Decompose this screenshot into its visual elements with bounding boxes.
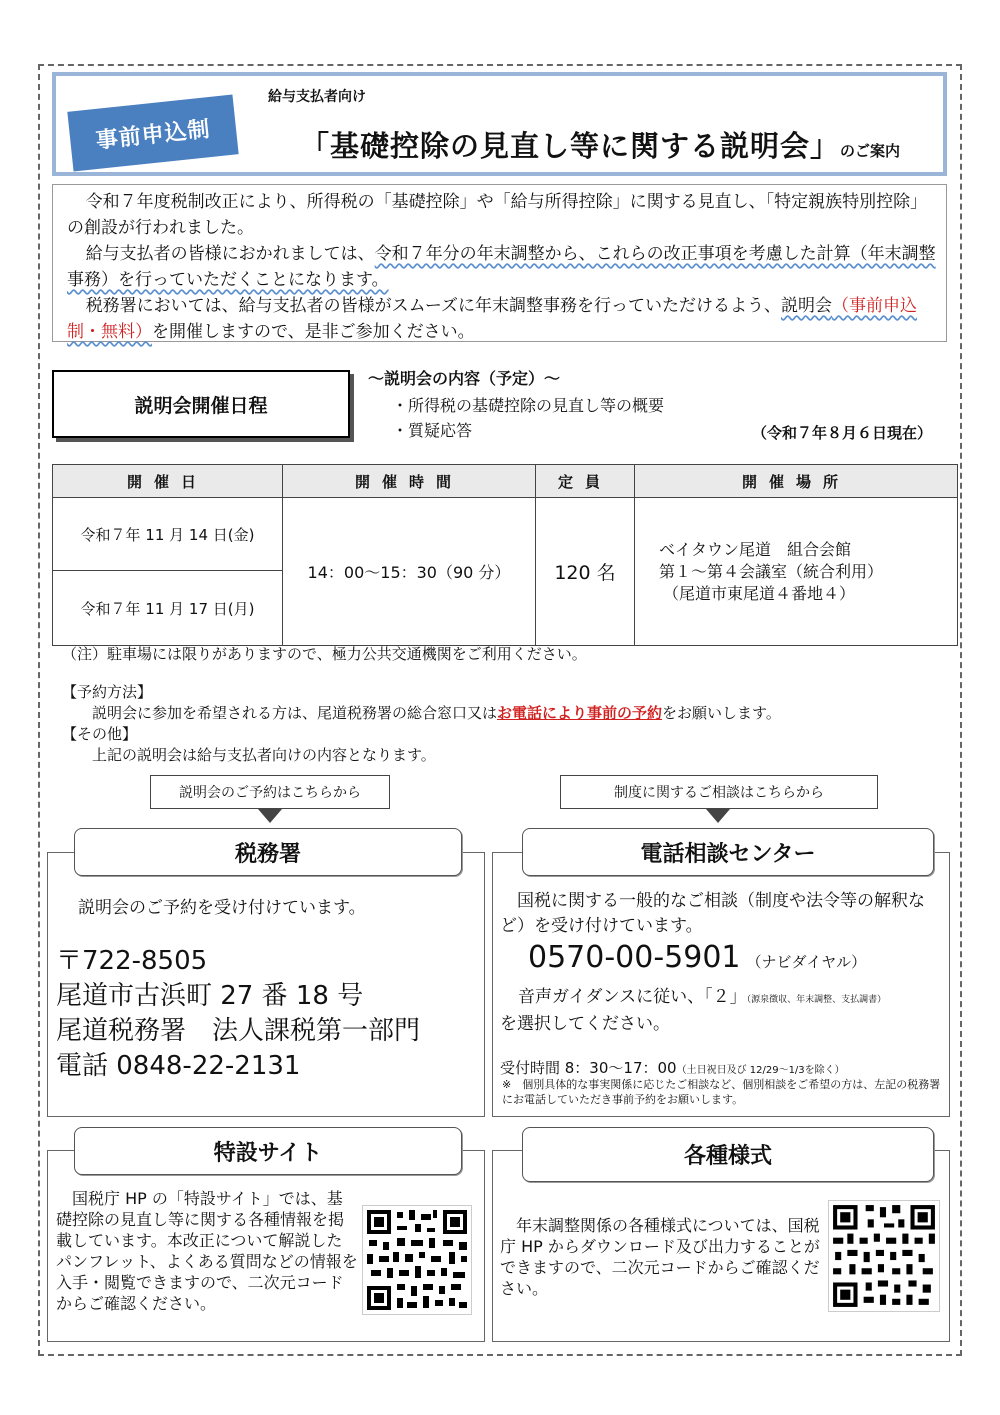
forms-title: 各種様式 <box>522 1127 934 1182</box>
title-suffix: のご案内 <box>840 142 901 160</box>
special-site-text: 国税庁 HP の「特設サイト」では、基礎控除の見直し等に関する各種情報を掲載しています。本改正について解説したパンフレット、よくある質問などの情報を入手・閲覧できますので、二次元コードからご確認ください。 <box>56 1189 358 1313</box>
individual-consultation-note: ※ 個別具体的な事実関係に応じたご相談など、個別相談をご希望の方は、左記の税務署にお電話していただき事前予約をお願いします。 <box>502 1078 941 1106</box>
col-header-time: 開催時間 <box>283 465 536 498</box>
content-item: ・所得税の基礎控除の見直し等の概要 <box>392 396 665 415</box>
address: 尾道市古浜町 27 番 18 号 <box>56 981 364 1011</box>
col-header-venue: 開催場所 <box>635 465 958 498</box>
intro-paragraph-3 <box>67 293 936 345</box>
content-heading-text: ～説明会の内容（予定）～ <box>368 369 561 388</box>
other-heading: 【その他】 <box>62 725 138 743</box>
intro-p3-emphasis: 説明会 <box>781 296 832 316</box>
phone-reservation-emphasis: お電話により事前の予約 <box>497 704 663 722</box>
intro-p2-emphasis: 令和７年分の年末調整から、これらの改正事項を考慮した計算（年末調整事務）を行っていただくことになります。 <box>67 244 936 290</box>
hours-exceptions: （土日祝日及び 12/29～1/3を除く） <box>676 1065 845 1076</box>
schedule-label-box: 説明会開催日程 <box>52 370 350 438</box>
other-text: 上記の説明会は給与支払者向けの内容となります。 <box>92 746 436 764</box>
navi-dial-number: 0570-00-5901 <box>528 940 741 975</box>
schedule-table <box>52 464 958 646</box>
date-cell: 令和７年 11 月 17 日(月) <box>53 571 283 646</box>
hours-text: 受付時間 8：30～17：00 <box>500 1059 677 1077</box>
postal-code: 〒722-8505 <box>56 946 208 976</box>
intro-p3-free: （事前申込制・無料） <box>67 296 917 342</box>
guidance-text <box>500 985 942 1036</box>
booking-section <box>62 682 781 766</box>
special-site-qr-code[interactable] <box>362 1205 472 1315</box>
venue-line: 第１～第４会議室（統合利用） <box>659 561 884 581</box>
phone-center-title: 電話相談センター <box>522 828 934 876</box>
guidance-lead: 音声ガイダンスに従い、「２」 <box>518 987 747 1007</box>
intro-paragraph-2 <box>67 241 936 293</box>
venue-cell <box>635 498 958 646</box>
booking-method-text <box>62 703 781 724</box>
booking-text-tail: をお願いします。 <box>662 704 781 722</box>
intro-box <box>52 184 947 342</box>
capacity-cell: 120 名 <box>536 498 635 646</box>
arrow-down-icon <box>258 809 282 823</box>
page-title <box>300 124 900 165</box>
content-item: ・質疑応答 <box>392 421 473 440</box>
department: 尾道税務署 法人課税第一部門 <box>56 1016 421 1046</box>
badge-label: 事前申込制 <box>94 116 212 154</box>
col-header-capacity: 定員 <box>536 465 635 498</box>
parking-note: （注）駐車場には限りがありますので、極力公共交通機関をご利用ください。 <box>62 645 587 663</box>
guidance-options: （源泉徴収、年末調整、支払調書） <box>746 995 887 1005</box>
reservation-callout: 説明会のご予約はこちらから <box>150 775 390 809</box>
tax-office-title: 税務署 <box>74 828 462 876</box>
intro-p3-tail: を開催しますので、是非ご参加ください。 <box>152 322 475 342</box>
forms-qr-code[interactable] <box>828 1200 940 1312</box>
phone-center-desc: 国税に関する一般的なご相談（制度や法令等の解釈など）を受け付けています。 <box>500 891 925 936</box>
booking-method-heading: 【予約方法】 <box>62 683 153 701</box>
time-cell: 14：00～15：30（90 分） <box>283 498 536 646</box>
col-header-date: 開催日 <box>53 465 283 498</box>
hours-line <box>500 1057 845 1078</box>
phone-number: 電話 0848-22-2131 <box>56 1051 301 1081</box>
title-main: 「基礎控除の見直し等に関する説明会」 <box>300 129 841 163</box>
booking-text-lead: 説明会に参加を希望される方は、尾道税務署の総合窓口又は <box>92 704 498 722</box>
guidance-tail: を選択してください。 <box>500 1014 670 1034</box>
navi-dial-line <box>528 940 866 975</box>
special-site-title: 特設サイト <box>74 1127 462 1175</box>
navi-dial-label: （ナビダイヤル） <box>746 953 867 971</box>
venue-address: （尾道市東尾道４番地４） <box>663 583 856 603</box>
arrow-down-icon <box>706 809 730 823</box>
forms-text: 年末調整関係の各種様式については、国税庁 HP からダウンロード及び出力することができますので、二次元コードからご確認ください。 <box>500 1216 820 1298</box>
as-of-date: （令和７年８月６日現在） <box>752 424 933 442</box>
intro-p3-lead: 税務署においては、給与支払者の皆様がスムーズに年末調整事務を行っていただけるよう、 <box>85 296 781 316</box>
content-list <box>368 393 664 441</box>
tax-office-contact <box>56 944 420 1084</box>
header-subtitle: 給与支払者向け <box>268 89 366 105</box>
table-row <box>53 498 958 571</box>
table-header-row <box>53 465 958 498</box>
intro-p2-lead: 給与支払者の皆様におかれましては、 <box>85 244 375 264</box>
tax-office-desc: 説明会のご予約を受け付けています。 <box>78 898 366 918</box>
content-heading <box>368 366 664 441</box>
intro-paragraph-1: 令和７年度税制改正により、所得税の「基礎控除」や「給与所得控除」に関する見直し、「特定親族特別控除」の創設が行われました。 <box>67 192 928 238</box>
date-cell: 令和７年 11 月 14 日(金) <box>53 498 283 571</box>
consultation-callout: 制度に関するご相談はこちらから <box>560 775 878 809</box>
venue-line: ベイタウン尾道 組合会館 <box>659 539 852 559</box>
